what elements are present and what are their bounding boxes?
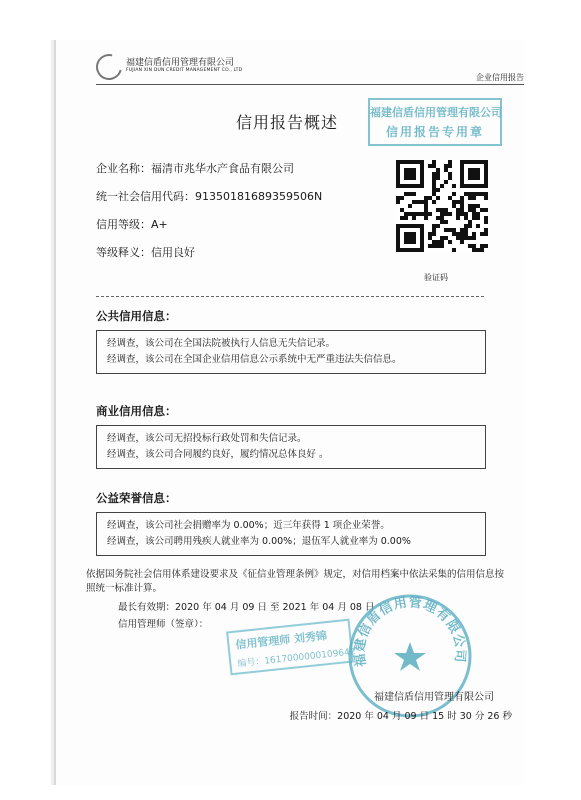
company-logo [96, 52, 246, 82]
header-divider [96, 84, 524, 85]
manager-stamp-line1: 信用管理师 刘秀锦 [234, 629, 328, 652]
section-title-commercial: 商业信用信息： [96, 404, 177, 418]
company-name-row [96, 160, 294, 176]
seal-star-icon [394, 642, 426, 671]
grade-meaning-row [96, 244, 195, 260]
validity-period: 最长有效期：2020 年 04 月 09 日 至 2021 年 04 月 08 日 [118, 602, 375, 613]
company-name: 福清市兆华水产食品有限公司 [151, 162, 294, 175]
section-box-public [96, 330, 486, 374]
manager-stamp-line2: 编号：1617000000109642 [237, 647, 357, 670]
section-title-public: 公共信用信息： [96, 309, 177, 323]
verification-qr-icon [396, 160, 488, 252]
logo-company-en: FUJIAN XIN DUN CREDIT MANAGEMENT CO., LTD [126, 68, 243, 73]
report-page [56, 40, 524, 785]
logo-emblem-icon [91, 49, 127, 85]
footer-company-sign: 福建信盾信用管理有限公司 [374, 692, 494, 703]
dashed-divider [96, 296, 484, 297]
page-title: 信用报告概述 [236, 113, 339, 132]
grade-meaning: 信用良好 [151, 246, 195, 259]
commercial-line-1: 经调查，该公司无招投标行政处罚和失信记录。 [107, 433, 307, 444]
credit-code: 91350181689359506N [195, 190, 323, 203]
credit-grade-row [96, 216, 168, 232]
seal-line1: 福建信盾信用管理有限公司 [370, 106, 502, 119]
section-box-commercial [96, 425, 486, 469]
grade-meaning-label: 等级释义： [96, 246, 151, 259]
honor-line-1: 经调查，该公司社会捐赠率为 0.00%；近三年获得 1 项企业荣誉。 [107, 520, 390, 531]
logo-company-cn: 福建信盾信用管理有限公司 [126, 58, 235, 68]
credit-grade-label: 信用等级： [96, 218, 151, 231]
company-name-label: 企业名称： [96, 162, 151, 175]
qr-caption: 验证码 [424, 273, 448, 282]
section-title-honor: 公益荣誉信息： [96, 491, 177, 505]
commercial-line-2: 经调查，该公司合同履约良好，履约情况总体良好 。 [107, 449, 329, 460]
credit-code-row [96, 188, 322, 204]
public-line-1: 经调查，该公司在全国法院被执行人信息无失信记录。 [107, 338, 336, 349]
manager-signature-label: 信用管理师（签章）： [118, 619, 209, 630]
honor-line-2: 经调查，该公司聘用残疾人就业率为 0.00%；退伍军人就业率为 0.00% [107, 536, 411, 547]
footer-statement: 依据国务院社会信用体系建设要求及《征信业管理条例》规定，对信用档案中依法采集的信用信息按照统一标准计算。 [86, 569, 505, 594]
credit-code-label: 统一社会信用代码： [96, 190, 195, 203]
seal-line2: 信用报告专用章 [385, 125, 484, 139]
manager-name-stamp [226, 619, 357, 676]
report-seal-stamp [368, 98, 502, 146]
report-time: 报告时间：2020 年 04 月 09 日 15 时 30 分 26 秒 [289, 711, 512, 722]
public-line-2: 经调查，该公司在全国企业信用信息公示系统中无严重违法失信信息。 [107, 354, 402, 365]
credit-grade: A+ [151, 218, 168, 231]
report-type: 企业信用报告 [476, 73, 524, 82]
section-box-honor [96, 512, 486, 556]
round-seal-text: 福建信盾信用管理有限公司 [352, 595, 468, 668]
